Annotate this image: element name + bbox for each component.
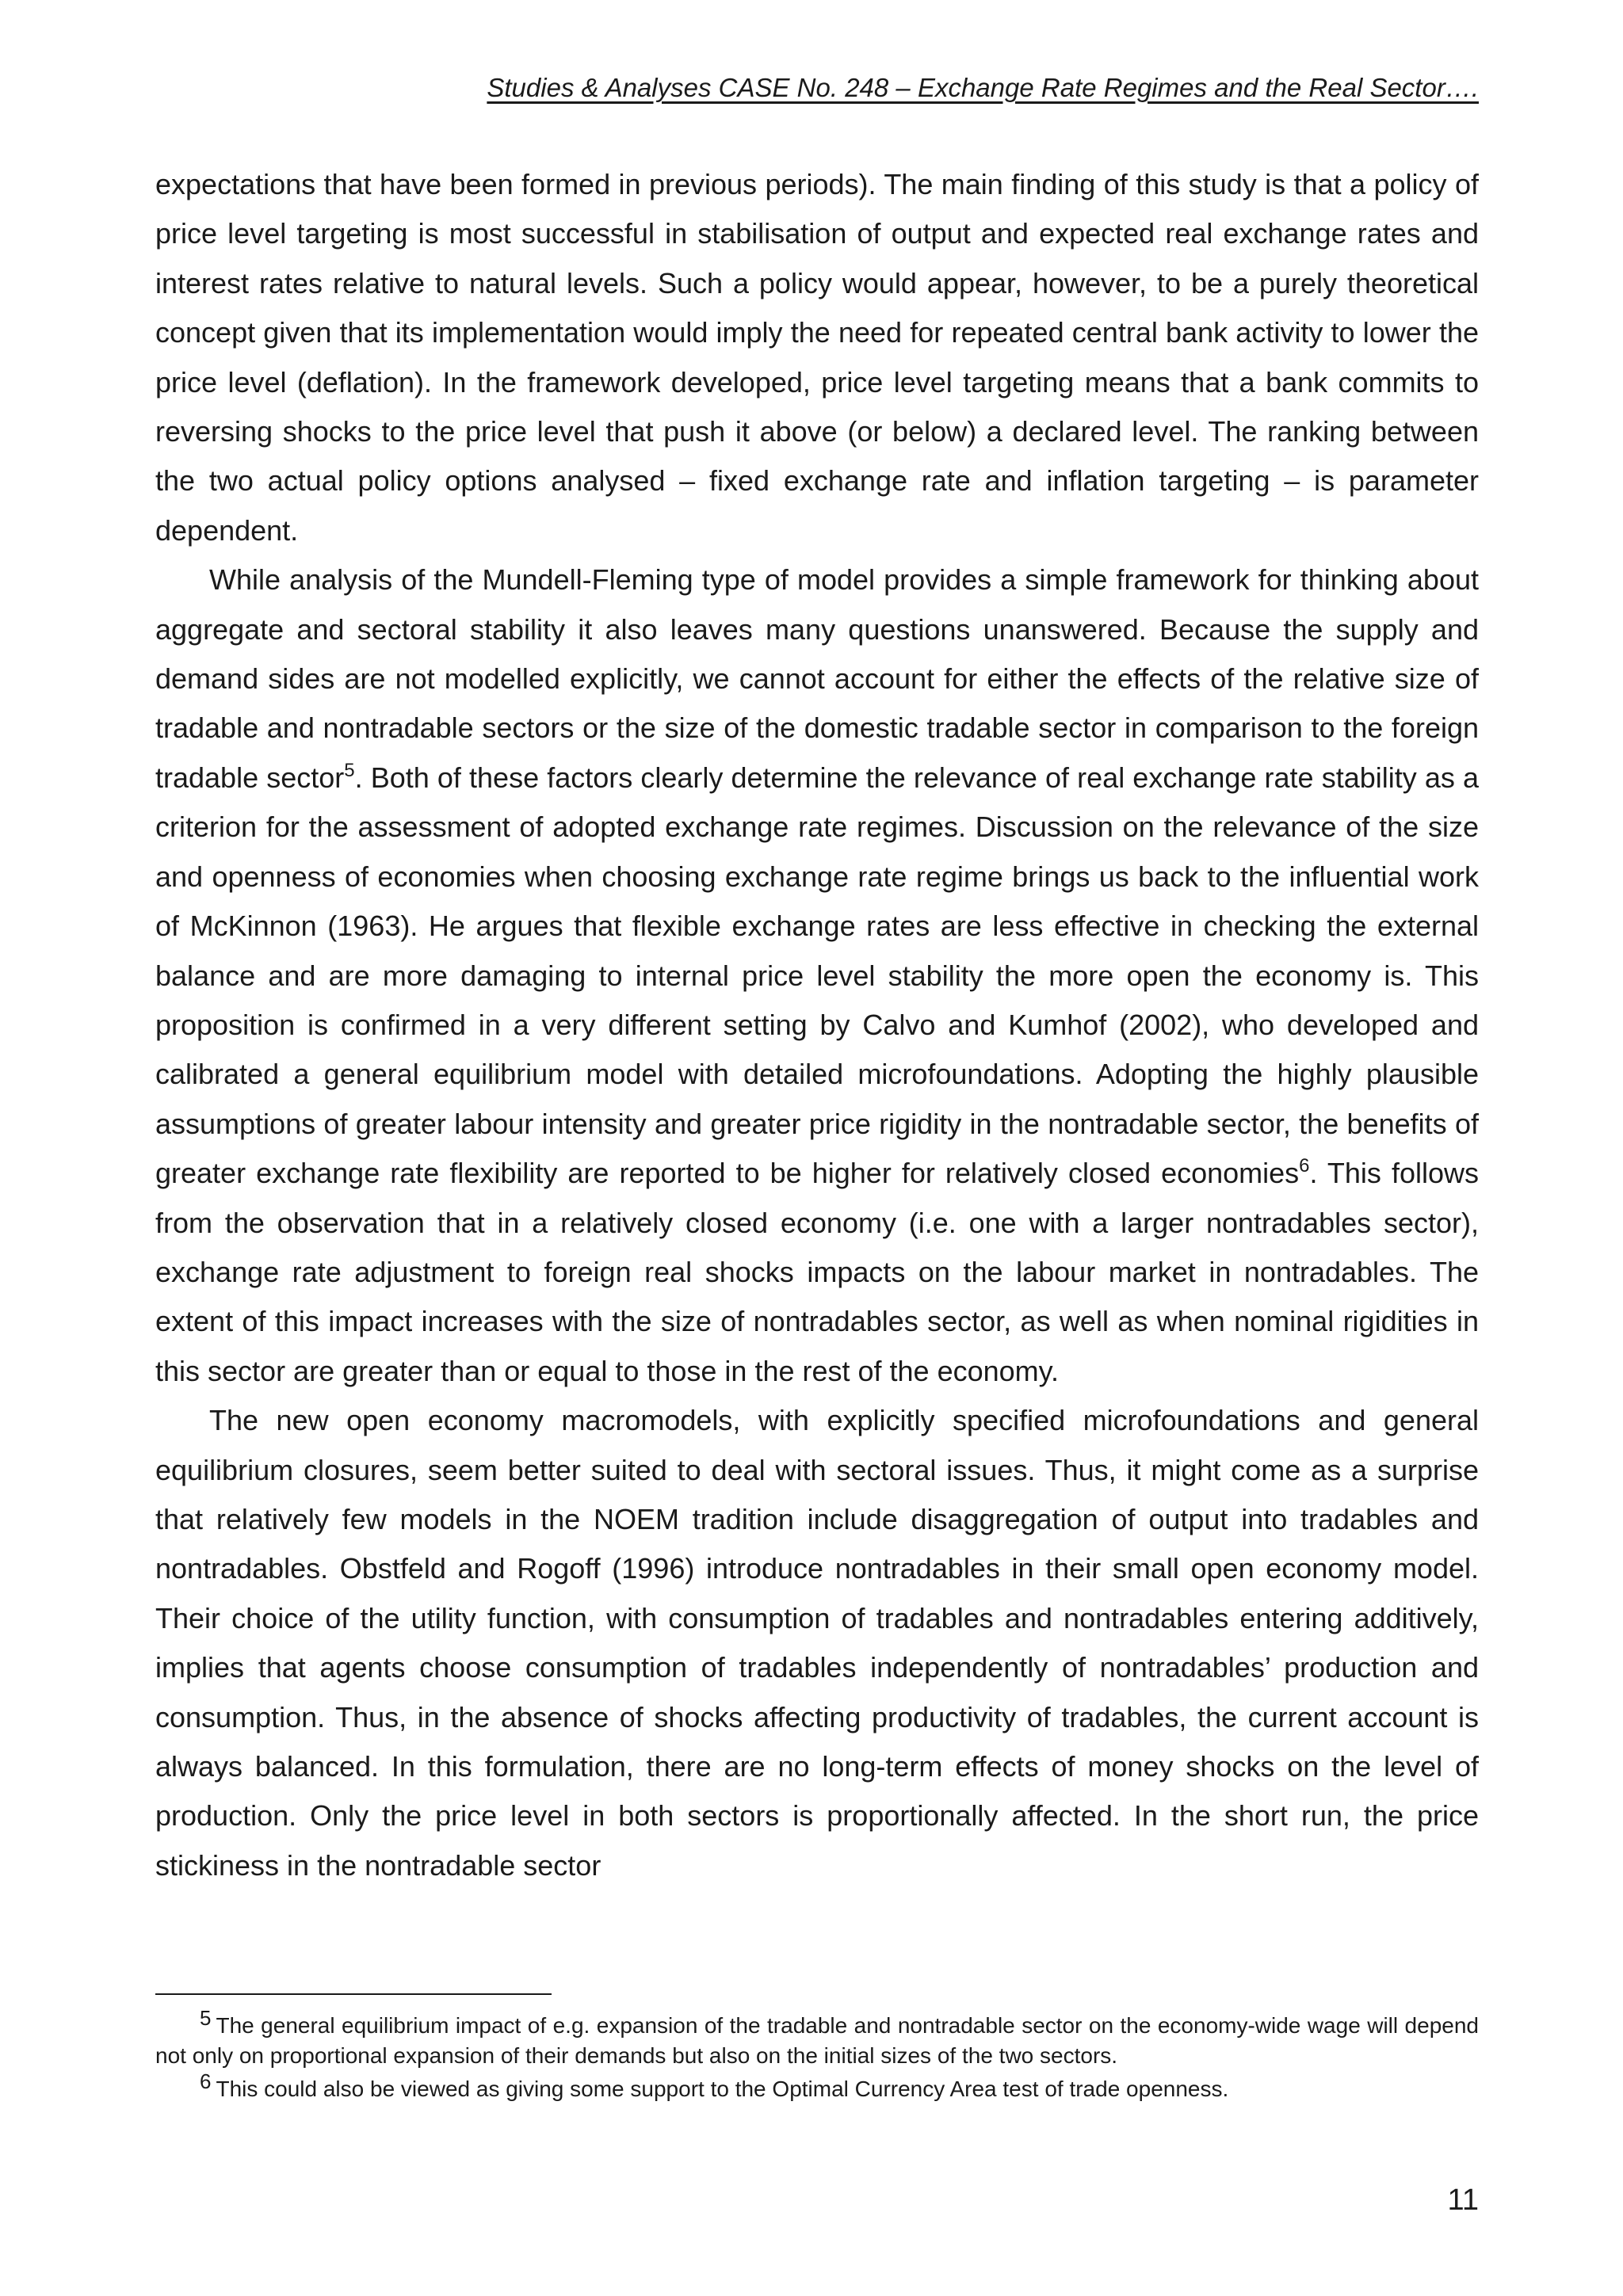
footnotes bbox=[155, 2006, 1479, 2107]
paragraph-1: expectations that have been formed in previous periods). The main finding of this study is that a policy of price level targeting is most successful in stabilisation of output and expected real exchange rates and interest rates relative to natural levels. Such a policy would appear, however, to be a purely theoretical concept given that its implementation would imply the need for repeated central bank activity to lower the price level (deflation). In the framework developed, price level targeting means that a bank commits to reversing shocks to the price level that push it above (or below) a declared level. The ranking between the two actual policy options analysed – fixed exchange rate and inflation targeting – is parameter dependent. bbox=[155, 168, 1479, 547]
paragraph-2-part-a: While analysis of the Mundell-Fleming type of model provides a simple framework for thinking about aggregate and sectoral stability it also leaves many questions unanswered. Because the supply and demand sides are not modelled explicitly, we cannot account for either the effects of the relative size of tradable and nontradable sectors or the size of the domestic tradable sector in comparison to the foreign tradable sector bbox=[155, 563, 1479, 794]
footnote-5-text: The general equilibrium impact of e.g. expansion of the tradable and nontradable sector on the economy-wide wage will depend not only on proportional expansion of their demands but also on the initial sizes of the two sectors. bbox=[155, 2013, 1479, 2068]
page-number: 11 bbox=[1447, 2183, 1479, 2217]
footnote-marker-6: 6 bbox=[200, 2069, 212, 2093]
footnote-ref-5[interactable]: 5 bbox=[344, 759, 355, 781]
paragraph-2-part-c: . This follows from the observation that in a relatively closed economy (i.e. one with a larger nontradables sector), exchange rate adjustment to foreign real shocks impacts on the labour market in nontradables. The extent of this impact increases with the size of nontradables sector, as well as when nominal rigidities in this sector are greater than or equal to those in the rest of the economy. bbox=[155, 1157, 1480, 1387]
paragraph-2-part-b: . Both of these factors clearly determine the relevance of real exchange rate stability as a criterion for the assessment of adopted exchange rate regimes. Discussion on the relevance of the size and openness of economies when choosing exchange rate regime brings us back to the influential work of McKinnon (1963). He argues that flexible exchange rates are less effective in checking the external balance and are more damaging to internal price level stability the more open the economy is. This proposition is confirmed in a very different setting by Calvo and Kumhof (2002), who developed and calibrated a general equilibrium model with detailed microfoundations. Adopting the highly plausible assumptions of greater labour intensity and greater price rigidity in the nontradable sector, the benefits of greater exchange rate flexibility are reported to be higher for relatively closed economies bbox=[155, 761, 1479, 1190]
footnote-5 bbox=[155, 2006, 1479, 2071]
footnote-marker-5: 5 bbox=[200, 2006, 212, 2030]
paragraph-2 bbox=[155, 555, 1479, 1396]
footnote-6-text: This could also be viewed as giving some support to the Optimal Currency Area test of trade openness. bbox=[216, 2077, 1229, 2101]
paragraph-3: The new open economy macromodels, with explicitly specified microfoundations and general equilibrium closures, seem better suited to deal with sectoral issues. Thus, it might come as a surprise that relatively few models in the NOEM tradition include disaggregation of output into tradables and nontradables. Obstfeld and Rogoff (1996) introduce nontradables in their small open economy model. Their choice of the utility function, with consumption of tradables and nontradables entering additively, implies that agents choose consumption of tradables independently of nontradables’ production and consumption. Thus, in the absence of shocks affecting productivity of tradables, the current account is always balanced. In this formulation, there are no long-term effects of money shocks on the level of production. Only the price level in both sectors is proportionally affected. In the short run, the price stickiness in the nontradable sector bbox=[155, 1404, 1479, 1882]
footnote-6 bbox=[155, 2069, 1479, 2104]
body-text bbox=[155, 160, 1479, 1890]
running-header: Studies & Analyses CASE No. 248 – Exchange Rate Regimes and the Real Sector…. bbox=[487, 73, 1479, 102]
footnote-separator bbox=[155, 1993, 552, 1995]
footnote-ref-6[interactable]: 6 bbox=[1299, 1155, 1310, 1177]
